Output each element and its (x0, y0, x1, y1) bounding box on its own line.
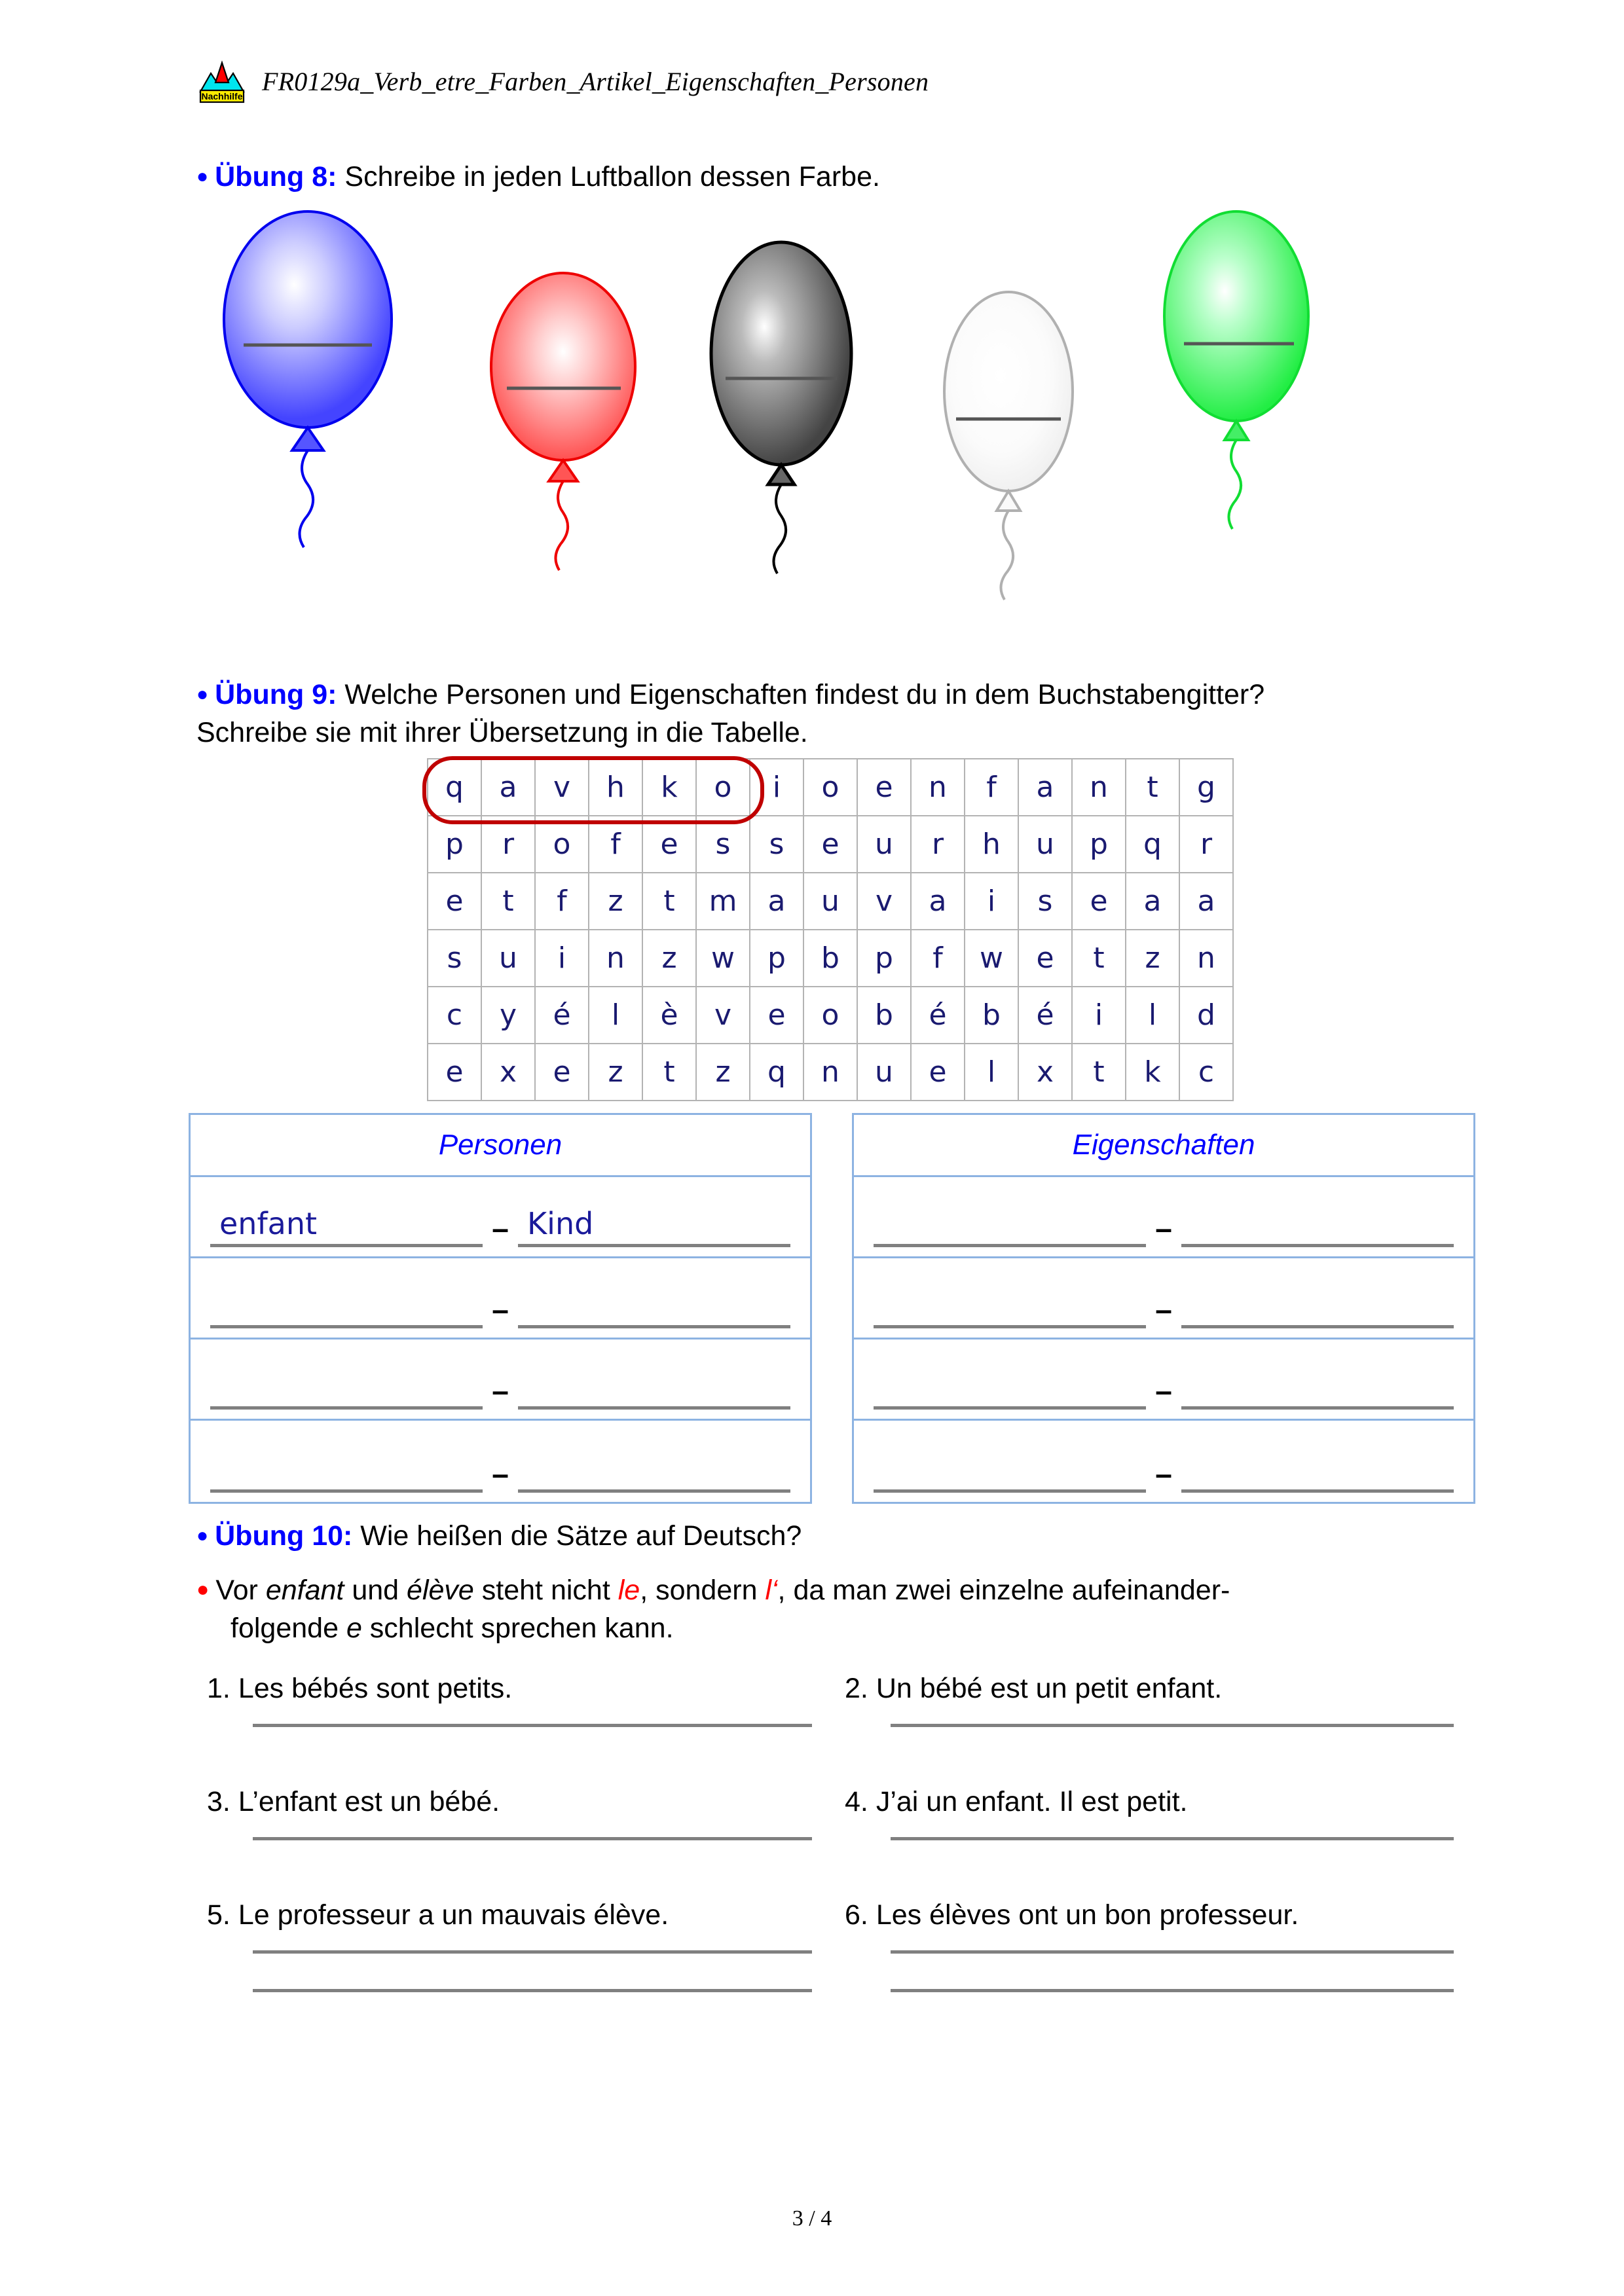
letter-cell[interactable]: z (589, 873, 642, 930)
letter-cell[interactable]: e (1018, 930, 1072, 987)
letter-cell[interactable]: b (803, 930, 857, 987)
dash-separator: – (492, 1457, 509, 1491)
letter-cell[interactable]: l (589, 987, 642, 1044)
exercise-10-text: Wie heißen die Sätze auf Deutsch? (352, 1520, 802, 1552)
exercise-10-note (196, 1571, 1473, 1647)
letter-cell[interactable]: i (965, 873, 1018, 930)
letter-cell[interactable]: f (965, 759, 1018, 816)
table-row[interactable] (854, 1421, 1473, 1502)
dash-separator: – (1155, 1457, 1172, 1491)
extra-answer-cell-left (196, 1989, 838, 1992)
letter-grid-row (428, 987, 1233, 1044)
green-balloon (1164, 211, 1308, 529)
sentence-body-1: Les bébés sont petits. (238, 1673, 513, 1704)
letter-cell[interactable]: a (481, 759, 535, 816)
sentence-text-6 (845, 1899, 1480, 1950)
letter-cell[interactable]: z (1126, 930, 1179, 987)
letter-cell[interactable]: r (1179, 816, 1233, 873)
logo-text: Nachhilfe (201, 91, 243, 101)
spacer (196, 1954, 1480, 1989)
sentence-number-1: 1. (207, 1673, 231, 1704)
personen-german-value-1: Kind (527, 1206, 594, 1241)
letter-grid (427, 758, 1234, 1101)
letter-cell[interactable]: n (1072, 759, 1126, 816)
letter-cell[interactable]: z (642, 930, 696, 987)
letter-cell[interactable]: e (1072, 873, 1126, 930)
document-title: FR0129a_Verb_etre_Farben_Artikel_Eigenschaften_Personen (262, 66, 929, 96)
letter-cell[interactable]: p (1072, 816, 1126, 873)
letter-cell[interactable]: t (481, 873, 535, 930)
letter-cell[interactable]: s (1018, 873, 1072, 930)
note-part-6: folgende (231, 1613, 346, 1645)
note-part-7: schlecht sprechen kann. (361, 1613, 674, 1645)
eigenschaften-french-blank-1[interactable] (874, 1205, 1146, 1247)
letter-cell[interactable]: e (750, 987, 803, 1044)
bullet-icon: ● (196, 165, 209, 187)
letter-cell[interactable]: t (1072, 1044, 1126, 1101)
dash-separator: – (492, 1374, 509, 1408)
answer-line[interactable] (891, 1950, 1454, 1954)
exercise-10-sentences (196, 1673, 1480, 1992)
letter-cell[interactable]: q (750, 1044, 803, 1101)
blue-balloon (224, 211, 392, 547)
page-footer: 3 / 4 (792, 2206, 832, 2231)
letter-cell[interactable]: t (1072, 930, 1126, 987)
note-italic-enfant: enfant (265, 1575, 344, 1606)
letter-cell[interactable]: n (1179, 930, 1233, 987)
red-balloon (491, 273, 635, 570)
sentence-number-3: 3. (207, 1786, 231, 1817)
exercise-9-text-line1: Welche Personen und Eigenschaften findest du in dem Buchstabengitter? (337, 679, 1265, 710)
letter-cell[interactable]: b (965, 987, 1018, 1044)
note-part-2: und (344, 1575, 407, 1606)
sentence-text-2 (845, 1673, 1480, 1724)
sentence-cell-6 (838, 1899, 1480, 1954)
letter-cell[interactable]: o (535, 816, 589, 873)
table-row[interactable] (854, 1339, 1473, 1421)
letter-cell[interactable]: é (535, 987, 589, 1044)
letter-cell[interactable]: a (1126, 873, 1179, 930)
nachhilfe-logo-icon (196, 59, 248, 103)
personen-french-blank-3[interactable] (210, 1367, 483, 1410)
answer-line[interactable] (253, 1724, 812, 1727)
letter-cell[interactable]: s (696, 816, 750, 873)
letter-cell[interactable]: l (1126, 987, 1179, 1044)
letter-cell[interactable]: o (803, 987, 857, 1044)
extra-answer-cell-right (838, 1989, 1480, 1992)
letter-cell[interactable]: e (428, 1044, 481, 1101)
dash-separator: – (492, 1292, 509, 1326)
eigenschaften-header: Eigenschaften (854, 1115, 1473, 1177)
letter-cell[interactable]: p (750, 930, 803, 987)
letter-cell[interactable]: t (1126, 759, 1179, 816)
letter-cell[interactable]: w (965, 930, 1018, 987)
letter-cell[interactable]: t (642, 873, 696, 930)
note-part-1: Vor (215, 1575, 266, 1606)
eigenschaften-german-blank-3[interactable] (1181, 1367, 1454, 1410)
letter-cell[interactable]: p (857, 930, 911, 987)
letter-cell[interactable]: n (803, 1044, 857, 1101)
letter-cell[interactable]: é (1018, 987, 1072, 1044)
note-part-3: steht nicht (473, 1575, 618, 1606)
personen-french-blank-2[interactable] (210, 1286, 483, 1328)
exercise-9-label: Übung 9: (215, 679, 337, 710)
sentence-text-3 (207, 1786, 838, 1837)
sentence-body-6: Les élèves ont un bon professeur. (876, 1899, 1299, 1931)
bullet-icon: ● (196, 1524, 209, 1546)
eigenschaften-french-blank-4[interactable] (874, 1450, 1146, 1493)
exercise-9-text-line2: Schreibe sie mit ihrer Übersetzung in die Tabelle. (196, 717, 808, 749)
eigenschaften-german-blank-1[interactable] (1181, 1205, 1454, 1247)
sentence-row-4-extra-lines (196, 1989, 1480, 1992)
letter-cell[interactable]: e (803, 816, 857, 873)
sentence-number-5: 5. (207, 1899, 231, 1931)
letter-grid-row (428, 1044, 1233, 1101)
letter-grid-body (428, 759, 1233, 1101)
personen-header: Personen (191, 1115, 810, 1177)
letter-cell[interactable]: v (535, 759, 589, 816)
letter-cell[interactable]: i (750, 759, 803, 816)
sentence-text-1 (207, 1673, 838, 1724)
letter-cell[interactable]: l (965, 1044, 1018, 1101)
balloon-group (196, 210, 1454, 629)
letter-grid-row (428, 816, 1233, 873)
eigenschaften-german-blank-2[interactable] (1181, 1286, 1454, 1328)
answer-line[interactable] (891, 1724, 1454, 1727)
eigenschaften-table (852, 1113, 1475, 1504)
table-row[interactable] (191, 1421, 810, 1502)
letter-cell[interactable]: k (642, 759, 696, 816)
personen-german-blank-1[interactable] (518, 1205, 790, 1247)
letter-cell[interactable]: t (642, 1044, 696, 1101)
letter-cell[interactable]: s (428, 930, 481, 987)
letter-cell[interactable]: a (1018, 759, 1072, 816)
letter-cell[interactable]: v (857, 873, 911, 930)
answer-line[interactable] (253, 1837, 812, 1840)
letter-cell[interactable]: u (1018, 816, 1072, 873)
letter-cell[interactable]: w (696, 930, 750, 987)
letter-grid-row (428, 759, 1233, 816)
letter-cell[interactable]: m (696, 873, 750, 930)
note-part-5: , da man zwei einzelne aufeinander- (777, 1575, 1230, 1606)
spacer (196, 1727, 1480, 1786)
letter-cell[interactable]: x (481, 1044, 535, 1101)
answer-line[interactable] (253, 1950, 812, 1954)
exercise-8-label: Übung 8: (215, 161, 337, 192)
letter-cell[interactable]: f (589, 816, 642, 873)
letter-cell[interactable]: i (1072, 987, 1126, 1044)
letter-cell[interactable]: v (696, 987, 750, 1044)
sentence-cell-2 (838, 1673, 1480, 1727)
answer-line[interactable] (253, 1989, 812, 1992)
letter-cell[interactable]: k (1126, 1044, 1179, 1101)
letter-cell[interactable]: a (1179, 873, 1233, 930)
exercise-10-heading (196, 1518, 802, 1555)
note-red-lapostrophe: l‘ (765, 1575, 778, 1606)
letter-cell[interactable]: o (696, 759, 750, 816)
table-row[interactable] (191, 1339, 810, 1421)
letter-cell[interactable]: r (911, 816, 965, 873)
letter-cell[interactable]: n (911, 759, 965, 816)
exercise-9-heading (196, 676, 1500, 752)
answer-line[interactable] (891, 1837, 1454, 1840)
letter-grid-table (427, 758, 1234, 1101)
personen-german-blank-4[interactable] (518, 1450, 790, 1493)
sentence-row-3 (196, 1899, 1480, 1954)
letter-cell[interactable]: h (965, 816, 1018, 873)
sentence-number-6: 6. (845, 1899, 868, 1931)
letter-cell[interactable]: é (911, 987, 965, 1044)
answer-tables (189, 1113, 1475, 1504)
letter-cell[interactable]: u (803, 873, 857, 930)
exercise-8-heading (196, 158, 880, 196)
sentence-cell-3 (196, 1786, 838, 1840)
letter-cell[interactable]: d (1179, 987, 1233, 1044)
page-header (196, 59, 929, 103)
sentence-body-4: J’ai un enfant. Il est petit. (876, 1786, 1188, 1817)
eigenschaften-french-blank-3[interactable] (874, 1367, 1146, 1410)
personen-french-value-1: enfant (219, 1206, 318, 1241)
letter-cell[interactable]: è (642, 987, 696, 1044)
sentence-body-2: Un bébé est un petit enfant. (876, 1673, 1223, 1704)
letter-cell[interactable]: r (481, 816, 535, 873)
letter-cell[interactable]: g (1179, 759, 1233, 816)
dash-separator: – (1155, 1374, 1172, 1408)
table-row[interactable] (191, 1258, 810, 1339)
letter-cell[interactable]: e (911, 1044, 965, 1101)
letter-grid-row (428, 873, 1233, 930)
letter-cell[interactable]: e (642, 816, 696, 873)
letter-cell[interactable]: x (1018, 1044, 1072, 1101)
red-bullet-icon: ● (196, 1577, 210, 1601)
sentence-cell-1 (196, 1673, 838, 1727)
letter-cell[interactable]: q (428, 759, 481, 816)
letter-cell[interactable]: c (1179, 1044, 1233, 1101)
eigenschaften-german-blank-4[interactable] (1181, 1450, 1454, 1493)
sentence-row-1 (196, 1673, 1480, 1727)
letter-cell[interactable]: e (535, 1044, 589, 1101)
letter-cell[interactable]: y (481, 987, 535, 1044)
sentence-body-3: L’enfant est un bébé. (238, 1786, 500, 1817)
letter-cell[interactable]: o (803, 759, 857, 816)
letter-cell[interactable]: n (589, 930, 642, 987)
note-part-4: , sondern (640, 1575, 766, 1606)
personen-german-blank-2[interactable] (518, 1286, 790, 1328)
letter-cell[interactable]: s (750, 816, 803, 873)
letter-cell[interactable]: e (428, 873, 481, 930)
sentence-text-5 (207, 1899, 838, 1950)
eigenschaften-french-blank-2[interactable] (874, 1286, 1146, 1328)
personen-french-blank-4[interactable] (210, 1450, 483, 1493)
letter-cell[interactable]: i (535, 930, 589, 987)
letter-cell[interactable]: a (750, 873, 803, 930)
letter-cell[interactable]: h (589, 759, 642, 816)
letter-cell[interactable]: u (857, 1044, 911, 1101)
letter-grid-row (428, 930, 1233, 987)
sentence-cell-5 (196, 1899, 838, 1954)
letter-cell[interactable]: q (1126, 816, 1179, 873)
bullet-icon: ● (196, 683, 209, 705)
sentence-body-5: Le professeur a un mauvais élève. (238, 1899, 669, 1931)
letter-cell[interactable]: a (911, 873, 965, 930)
dash-separator: – (1155, 1292, 1172, 1326)
table-row[interactable] (854, 1177, 1473, 1258)
sentence-number-2: 2. (845, 1673, 868, 1704)
letter-cell[interactable]: p (428, 816, 481, 873)
sentence-text-4 (845, 1786, 1480, 1837)
personen-german-blank-3[interactable] (518, 1367, 790, 1410)
personen-french-blank-1[interactable] (210, 1205, 483, 1247)
letter-cell[interactable]: f (911, 930, 965, 987)
exercise-8-text: Schreibe in jeden Luftballon dessen Farbe. (337, 161, 880, 192)
letter-cell[interactable]: u (481, 930, 535, 987)
exercise-10-label: Übung 10: (215, 1520, 353, 1552)
note-red-le: le (618, 1575, 640, 1606)
dash-separator: – (492, 1211, 509, 1245)
note-italic-eleve: élève (407, 1575, 474, 1606)
letter-cell[interactable]: f (535, 873, 589, 930)
note-line-2 (196, 1609, 1473, 1647)
dash-separator: – (1155, 1211, 1172, 1245)
letter-cell[interactable]: c (428, 987, 481, 1044)
black-balloon (711, 242, 851, 574)
table-row[interactable] (191, 1177, 810, 1258)
spacer (196, 1840, 1480, 1899)
sentence-row-2 (196, 1786, 1480, 1840)
letter-cell[interactable]: z (589, 1044, 642, 1101)
table-row[interactable] (854, 1258, 1473, 1339)
letter-cell[interactable]: b (857, 987, 911, 1044)
answer-line[interactable] (891, 1989, 1454, 1992)
note-italic-e: e (346, 1613, 362, 1645)
sentence-cell-4 (838, 1786, 1480, 1840)
white-balloon (944, 292, 1073, 600)
letter-cell[interactable]: u (857, 816, 911, 873)
letter-cell[interactable]: e (857, 759, 911, 816)
sentence-number-4: 4. (845, 1786, 868, 1817)
personen-table (189, 1113, 812, 1504)
letter-cell[interactable]: z (696, 1044, 750, 1101)
